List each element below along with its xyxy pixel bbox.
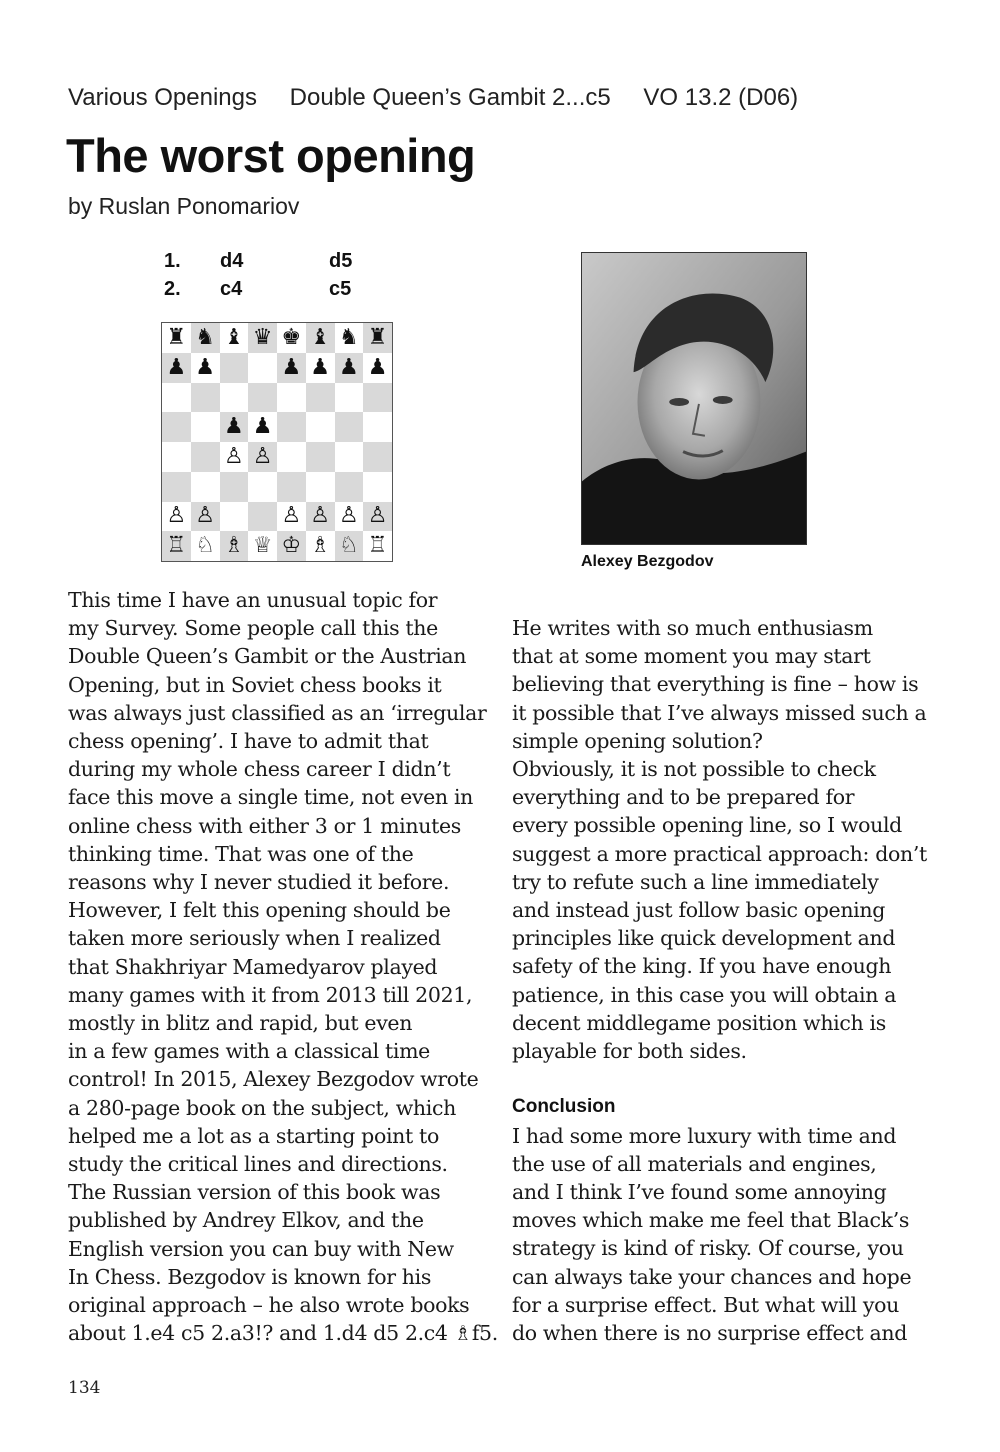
conclusion-text <box>512 1122 937 1348</box>
body-text-line: Opening, but in Soviet chess books it <box>68 672 442 697</box>
body-column-right <box>512 614 937 1347</box>
conclusion-text-line: do when there is no surprise effect and <box>512 1321 907 1346</box>
chess-square <box>220 502 249 532</box>
body-text-line: However, I felt this opening should be <box>68 898 451 923</box>
article-byline: by Ruslan Ponomariov <box>68 193 300 219</box>
chess-square <box>162 412 191 442</box>
body-text-line: online chess with either 3 or 1 minutes <box>68 813 461 838</box>
body-text-line: playable for both sides. <box>512 1039 747 1064</box>
conclusion-text-line: can always take your chances and hope <box>512 1264 912 1289</box>
body-text-line: that Shakhriyar Mamedyarov played <box>68 954 438 979</box>
chess-piece-square: ♞ <box>335 323 364 353</box>
conclusion-text-line: and I think I’ve found some annoying <box>512 1180 887 1205</box>
chess-square <box>277 442 306 472</box>
body-text-line: during my whole chess career I didn’t <box>68 757 451 782</box>
chess-square <box>220 472 249 502</box>
move-number: 2. <box>164 278 181 300</box>
chess-square <box>220 383 249 413</box>
chess-piece-square: ♙ <box>162 502 191 532</box>
chess-piece-square: ♔ <box>277 531 306 561</box>
body-text-line: simple opening solution? <box>512 728 763 753</box>
chess-square <box>335 472 364 502</box>
chess-square <box>335 412 364 442</box>
chess-piece-square: ♘ <box>335 531 364 561</box>
chess-square <box>191 472 220 502</box>
chess-square <box>363 383 392 413</box>
body-text-line: principles like quick development and <box>512 926 896 951</box>
chess-piece-square: ♝ <box>306 323 335 353</box>
portrait-photo <box>581 252 807 545</box>
header-section: Various Openings <box>68 84 257 111</box>
chess-square <box>277 412 306 442</box>
white-move: c4 <box>220 278 243 300</box>
chess-square <box>248 383 277 413</box>
body-text-line: was always just classified as an ‘irregular <box>68 700 487 725</box>
body-text-line: believing that everything is fine – how is <box>512 672 919 697</box>
chess-square <box>306 383 335 413</box>
move-number: 1. <box>164 250 181 272</box>
chess-piece-square: ♟ <box>248 412 277 442</box>
chess-square <box>162 472 191 502</box>
black-move: d5 <box>329 250 353 272</box>
body-column-left <box>68 586 498 1347</box>
chess-piece-square: ♛ <box>248 323 277 353</box>
chess-square <box>306 442 335 472</box>
chess-square <box>277 472 306 502</box>
body-text-line: chess opening’. I have to admit that <box>68 729 429 754</box>
body-text-line: helped me a lot as a starting point to <box>68 1123 439 1148</box>
chess-piece-square: ♗ <box>306 531 335 561</box>
body-text-line: He writes with so much enthusiasm <box>512 616 873 640</box>
chess-piece-square: ♟ <box>335 353 364 383</box>
chess-piece-square: ♙ <box>363 502 392 532</box>
conclusion-text-line: strategy is kind of risky. Of course, you <box>512 1236 904 1261</box>
chess-piece-square: ♖ <box>363 531 392 561</box>
body-text-line: try to refute such a line immediately <box>512 869 879 894</box>
chess-square <box>306 472 335 502</box>
body-text-line: Double Queen’s Gambit or the Austrian <box>68 644 467 669</box>
chess-piece-square: ♙ <box>306 502 335 532</box>
body-text-line: In Chess. Bezgodov is known for his <box>68 1264 432 1289</box>
chess-square <box>363 412 392 442</box>
chess-piece-square: ♟ <box>191 353 220 383</box>
chess-square <box>162 383 191 413</box>
chess-piece-square: ♟ <box>162 353 191 383</box>
body-text-line: everything and to be prepared for <box>512 785 855 810</box>
body-text-line: it possible that I’ve always missed such a <box>512 700 927 725</box>
chess-square <box>335 442 364 472</box>
chess-square <box>363 442 392 472</box>
body-text-line: taken more seriously when I realized <box>68 926 441 951</box>
chess-square <box>306 412 335 442</box>
chess-square <box>191 383 220 413</box>
chess-square <box>335 383 364 413</box>
white-move: d4 <box>220 250 244 272</box>
chess-piece-square: ♟ <box>220 412 249 442</box>
chess-piece-square: ♗ <box>220 531 249 561</box>
chess-piece-square: ♕ <box>248 531 277 561</box>
body-text-line: published by Andrey Elkov, and the <box>68 1208 424 1233</box>
chess-piece-square: ♙ <box>191 502 220 532</box>
chess-square <box>248 353 277 383</box>
article-title: The worst opening <box>66 129 476 182</box>
body-text-line: every possible opening line, so I would <box>512 813 902 838</box>
header-opening: Double Queen’s Gambit 2...c5 <box>289 84 611 111</box>
chess-piece-square: ♙ <box>277 502 306 532</box>
body-text-line: and instead just follow basic opening <box>512 898 886 923</box>
chess-piece-square: ♚ <box>277 323 306 353</box>
body-text-line: This time I have an unusual topic for <box>68 588 438 612</box>
conclusion-text-line: for a surprise effect. But what will you <box>512 1292 899 1317</box>
body-right-text <box>512 614 937 1065</box>
body-text-line: many games with it from 2013 till 2021, <box>68 982 473 1007</box>
chess-piece-square: ♖ <box>162 531 191 561</box>
body-text-line: patience, in this case you will obtain a <box>512 982 897 1007</box>
chess-piece-square: ♜ <box>363 323 392 353</box>
body-text-line: suggest a more practical approach: don’t <box>512 841 927 866</box>
body-text-line: study the critical lines and directions. <box>68 1152 448 1177</box>
chess-board-diagram <box>161 322 393 562</box>
chess-piece-square: ♟ <box>363 353 392 383</box>
black-move: c5 <box>329 278 352 300</box>
chess-piece-square: ♝ <box>220 323 249 353</box>
chess-square <box>248 472 277 502</box>
photo-caption: Alexey Bezgodov <box>581 553 714 570</box>
body-text-line: about 1.e4 c5 2.a3!? and 1.d4 d5 2.c4 ♗f5. <box>68 1321 498 1346</box>
chess-piece-square: ♙ <box>248 442 277 472</box>
chess-square <box>363 472 392 502</box>
chess-square <box>191 412 220 442</box>
paragraph-spacer <box>512 1065 937 1093</box>
chess-square <box>277 383 306 413</box>
body-text-line: The Russian version of this book was <box>68 1180 441 1205</box>
body-text-line: control! In 2015, Alexey Bezgodov wrote <box>68 1067 479 1092</box>
body-text-line: face this move a single time, not even in <box>68 785 473 810</box>
chess-piece-square: ♟ <box>306 353 335 383</box>
conclusion-text-line: the use of all materials and engines, <box>512 1151 877 1176</box>
conclusion-heading: Conclusion <box>512 1096 616 1118</box>
body-text-line: mostly in blitz and rapid, but even <box>68 1011 413 1036</box>
conclusion-text-line: moves which make me feel that Black’s <box>512 1208 910 1233</box>
body-text-line: thinking time. That was one of the <box>68 841 414 866</box>
body-text-line: in a few games with a classical time <box>68 1039 430 1064</box>
body-text-line: safety of the king. If you have enough <box>512 954 892 979</box>
body-text-line: English version you can buy with New <box>68 1236 454 1261</box>
body-text-line: decent middlegame position which is <box>512 1010 886 1035</box>
chess-piece-square: ♘ <box>191 531 220 561</box>
body-text-line: original approach – he also wrote books <box>68 1293 470 1318</box>
chess-piece-square: ♟ <box>277 353 306 383</box>
conclusion-text-line: I had some more luxury with time and <box>512 1123 897 1148</box>
chess-square <box>248 502 277 532</box>
chess-square <box>191 442 220 472</box>
chess-piece-square: ♙ <box>220 442 249 472</box>
chess-piece-square: ♞ <box>191 323 220 353</box>
header-code: VO 13.2 (D06) <box>643 84 799 111</box>
chess-square <box>220 353 249 383</box>
page-number: 134 <box>68 1378 101 1398</box>
chess-square <box>162 442 191 472</box>
body-text-line: that at some moment you may start <box>512 644 871 669</box>
running-header <box>68 84 824 112</box>
body-text-line: my Survey. Some people call this the <box>68 616 438 641</box>
body-text-line: Obviously, it is not possible to check <box>512 757 876 782</box>
chess-piece-square: ♜ <box>162 323 191 353</box>
chess-piece-square: ♙ <box>335 502 364 532</box>
body-text-line: reasons why I never studied it before. <box>68 870 450 895</box>
body-text-line: a 280-page book on the subject, which <box>68 1095 456 1120</box>
